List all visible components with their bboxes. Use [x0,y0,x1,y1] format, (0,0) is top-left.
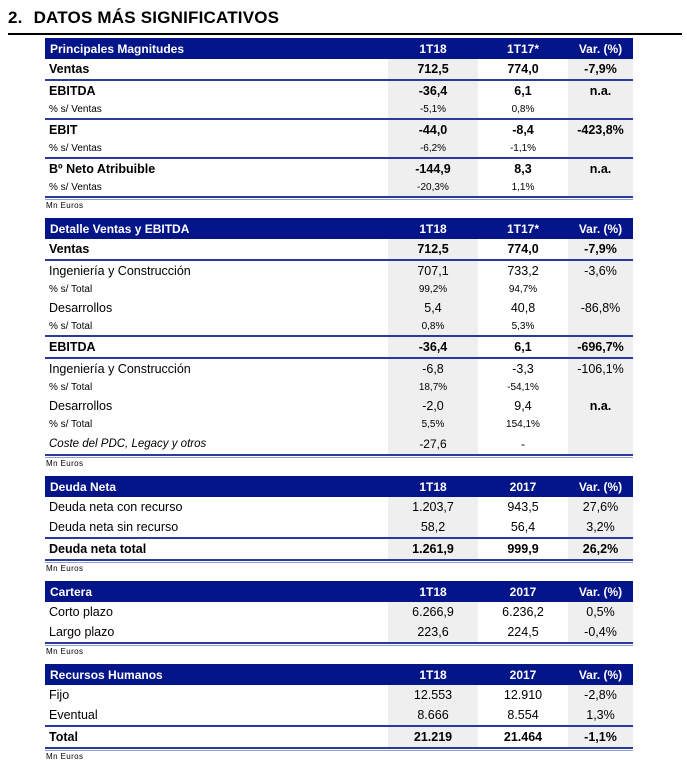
table-row [45,337,633,359]
row-label: Ventas [49,242,90,256]
row-label: Desarrollos [49,301,113,315]
table-footnote: Mn Euros [46,459,84,468]
section-title [8,0,682,35]
cell-value: 154,1% [506,419,540,430]
column-header: 2017 [509,667,537,682]
section-number: 2. [8,8,23,27]
cell-value [568,179,633,196]
cell-value: -696,7% [568,337,633,357]
column-header: 1T18 [419,41,447,56]
row-label: EBITDA [49,84,96,98]
table-row [45,159,633,179]
cell-value: 58,2 [388,517,478,537]
row-label: % s/ Total [49,321,93,332]
cell-value: -5,1% [388,101,478,118]
table-row [45,517,633,539]
table-footnote: Mn Euros [46,564,84,573]
table-row [45,705,633,727]
cell-value: n.a. [568,396,633,416]
row-label: Ventas [49,62,90,76]
row-label: Corto plazo [49,605,113,619]
row-label: Coste del PDC, Legacy y otros [49,437,207,450]
table-row [45,179,633,198]
row-label: % s/ Ventas [49,143,102,154]
row-label: Ingeniería y Construcción [49,362,191,376]
cell-value: 6,1 [514,340,532,354]
column-header: 1T17* [506,221,540,236]
cell-value: 18,7% [388,379,478,396]
column-header: 1T18 [419,221,447,236]
cell-value: 6.236,2 [502,605,544,619]
table-row [45,120,633,140]
table-title: Cartera [50,584,93,599]
row-label: Deuda neta total [49,542,147,556]
cell-value: 1.203,7 [388,497,478,517]
cell-value: 999,9 [507,542,539,556]
table-row [45,416,633,433]
cell-value: -54,1% [507,382,539,393]
cell-value [568,379,633,396]
table-row [45,101,633,120]
table-row [45,497,633,517]
column-header: Var. (%) [578,667,623,682]
cell-value: 6.266,9 [388,602,478,622]
table-footnote: Mn Euros [46,647,84,656]
cell-value: 8.554 [507,708,539,722]
cell-value: -8,4 [512,123,534,137]
table-row [45,81,633,101]
cell-value: 27,6% [568,497,633,517]
cell-value: 774,0 [507,242,539,256]
row-label: Fijo [49,688,70,702]
column-header: Var. (%) [578,584,623,599]
table-header-band [45,581,633,602]
cell-value: 0,8% [388,318,478,335]
row-label: % s/ Total [49,382,93,393]
table-row [45,298,633,318]
table-header-band [45,38,633,59]
column-header: 2017 [509,584,537,599]
cell-value: 943,5 [507,500,539,514]
cell-value: 5,4 [388,298,478,318]
cell-value: - [521,436,525,451]
column-header: 1T17* [506,41,540,56]
cell-value: 40,8 [510,301,536,315]
column-header: Var. (%) [578,41,623,56]
row-label: Desarrollos [49,399,113,413]
cell-value: n.a. [568,159,633,179]
table-row [45,318,633,337]
table-detalle-ventas-y-ebitda [45,218,633,468]
row-label: % s/ Ventas [49,182,102,193]
table-recursos-humanos [45,664,633,761]
cell-value: 5,5% [388,416,478,433]
table-row [45,59,633,81]
cell-value [568,318,633,335]
cell-value: -144,9 [388,159,478,179]
cell-value: 26,2% [568,539,633,559]
cell-value: -7,9% [568,239,633,259]
table-header-band [45,664,633,685]
table-deuda-neta [45,476,633,573]
row-label: Largo plazo [49,625,115,639]
table-row [45,396,633,416]
cell-value: 94,7% [508,284,538,295]
cell-value: 3,2% [568,517,633,537]
cell-value [568,140,633,157]
column-header: 1T18 [419,479,447,494]
row-label: Bº Neto Atribuible [49,162,156,176]
table-row [45,359,633,379]
table-footnote: Mn Euros [46,201,84,210]
cell-value: 712,5 [388,59,478,79]
cell-value: 1.261,9 [388,539,478,559]
column-header: Var. (%) [578,221,623,236]
row-label: Deuda neta con recurso [49,500,183,514]
cell-value: 5,3% [511,321,535,332]
cell-value: -2,8% [568,685,633,705]
cell-value: 774,0 [507,62,539,76]
cell-value: -3,6% [568,261,633,281]
cell-value: -1,1% [509,143,537,154]
cell-value: -7,9% [568,59,633,79]
cell-value: -2,0 [388,396,478,416]
row-label: Ingeniería y Construcción [49,264,191,278]
column-header: Var. (%) [578,479,623,494]
cell-value: -27,6 [388,433,478,454]
row-label: Deuda neta sin recurso [49,520,179,534]
row-label: EBIT [49,123,78,137]
cell-value: -1,1% [568,727,633,747]
column-header: 1T18 [419,667,447,682]
cell-value: 223,6 [388,622,478,642]
cell-value: -6,2% [388,140,478,157]
cell-value: 99,2% [388,281,478,298]
cell-value: -36,4 [388,81,478,101]
cell-value: 1,3% [568,705,633,725]
table-principales-magnitudes [45,38,633,210]
row-label: Eventual [49,708,98,722]
table-row [45,539,633,561]
cell-value: 21.464 [503,730,543,744]
row-label: EBITDA [49,340,96,354]
tables-container [0,38,687,761]
cell-value: 8,3 [514,162,532,176]
cell-value: 9,4 [514,399,532,413]
cell-value: -6,8 [388,359,478,379]
cell-value: 12.910 [503,688,543,702]
table-footnote: Mn Euros [46,752,84,761]
row-label: % s/ Ventas [49,104,102,115]
table-row [45,685,633,705]
table-row [45,379,633,396]
column-header: 1T18 [419,584,447,599]
column-header: 2017 [509,479,537,494]
cell-value: n.a. [568,81,633,101]
cell-value: 1,1% [511,182,535,193]
row-label: Total [49,730,78,744]
table-title: Deuda Neta [50,479,117,494]
cell-value [568,101,633,118]
table-title: Recursos Humanos [50,667,163,682]
cell-value: 12.553 [388,685,478,705]
table-row [45,261,633,281]
cell-value: -0,4% [568,622,633,642]
cell-value: 6,1 [514,84,532,98]
cell-value: -20,3% [388,179,478,196]
cell-value: -44,0 [388,120,478,140]
table-title: Detalle Ventas y EBITDA [50,221,190,236]
cell-value [568,433,633,454]
table-cartera [45,581,633,656]
cell-value: 733,2 [507,264,539,278]
cell-value: 0,5% [568,602,633,622]
cell-value: -86,8% [568,298,633,318]
cell-value [568,416,633,433]
table-title: Principales Magnitudes [50,41,185,56]
table-header-band [45,218,633,239]
cell-value: -3,3 [512,362,534,376]
table-row [45,433,633,456]
cell-value [568,281,633,298]
table-row [45,602,633,622]
table-row [45,239,633,261]
cell-value: 8.666 [388,705,478,725]
table-header-band [45,476,633,497]
cell-value: 0,8% [511,104,535,115]
table-row [45,281,633,298]
cell-value: -106,1% [568,359,633,379]
row-label: % s/ Total [49,419,93,430]
section-heading: DATOS MÁS SIGNIFICATIVOS [33,8,280,27]
cell-value: -36,4 [388,337,478,357]
table-row [45,727,633,749]
cell-value: 707,1 [388,261,478,281]
table-row [45,140,633,159]
cell-value: -423,8% [568,120,633,140]
cell-value: 712,5 [388,239,478,259]
row-label: % s/ Total [49,284,93,295]
cell-value: 224,5 [507,625,539,639]
table-row [45,622,633,644]
cell-value: 56,4 [510,520,536,534]
cell-value: 21.219 [388,727,478,747]
